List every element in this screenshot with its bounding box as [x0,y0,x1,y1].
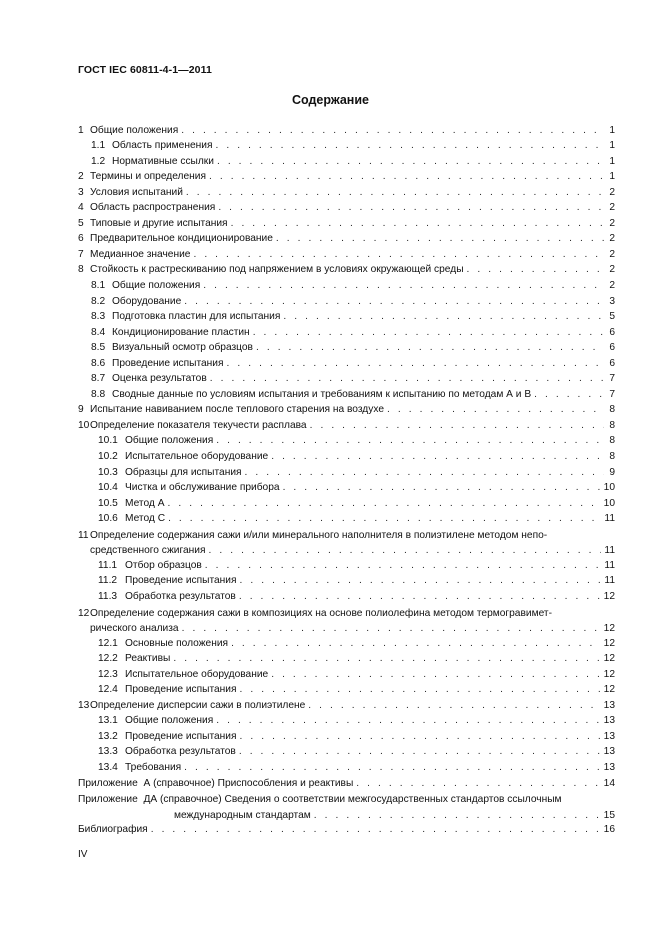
toc-entry-label: Реактивы [125,653,171,665]
toc-entry-number: 12.1 [98,637,118,649]
toc-entry-number: 8.4 [91,326,106,338]
toc-entry-page: 11 [604,575,615,587]
toc-entry[interactable] [78,603,615,634]
toc-entry[interactable] [78,556,615,572]
toc-entry[interactable] [78,276,615,292]
toc-entry-label: Метод А [125,497,165,509]
toc-entry-page: 12 [603,668,615,680]
toc-entry-label: Основные положения [125,637,229,649]
leader-dots [173,653,600,665]
toc-entry[interactable] [78,743,615,759]
toc-entry-label: Условия испытаний [90,186,183,198]
toc-entry-number: 10.3 [98,466,118,478]
toc-entry-number: 8.7 [91,373,106,385]
toc-entry-page: 11 [604,545,615,557]
toc-entry[interactable] [78,339,615,355]
toc-entry-number: 8.6 [91,357,106,369]
toc-entry-label: Обработка результатов [125,590,236,602]
toc-entry-page: 8 [609,419,615,431]
toc-entry-label: Предварительное кондиционирование [90,233,273,245]
toc-entry-label: Испытание навиванием после теплового старения на воздухе [90,404,384,416]
leader-dots [283,482,601,494]
toc-entry-label: Оборудование [112,295,182,307]
toc-entry-number: 1 [78,124,84,136]
toc-entry-number: 8.1 [91,280,106,292]
toc-entry-label: Обработка результатов [125,746,236,758]
toc-entry-page: 13 [603,730,615,742]
toc-entry[interactable] [78,447,615,463]
toc-entry[interactable] [78,168,615,184]
toc-entry-page: 7 [609,373,615,385]
toc-entry-number: 13 [78,699,90,711]
toc-entry[interactable] [78,261,615,277]
toc-entry-number: 3 [78,186,84,198]
page-title: Содержание [291,93,369,107]
leader-dots [193,249,604,261]
toc-entry-appendix-a[interactable] [78,774,615,790]
toc-entry-number: 1.1 [91,140,106,152]
toc-entry-bibliography[interactable] [78,821,615,837]
leader-dots [253,327,604,339]
toc-entry-label: Метод С [125,513,166,525]
toc-entry-label: Подготовка пластин для испытания [112,311,281,323]
toc-entry[interactable] [78,370,615,386]
toc-entry[interactable] [78,121,615,137]
toc-entry-page: 2 [609,264,615,276]
toc-entry-number: 6 [78,233,84,245]
leader-dots [218,202,604,214]
toc-entry-label: Оценка результатов [112,373,207,385]
toc-entry-number: 10.6 [98,513,118,525]
toc-entry[interactable] [78,650,615,666]
leader-dots [215,140,604,152]
toc-entry-page: 2 [609,248,615,260]
toc-entry-page: 1 [609,171,615,183]
toc-entry[interactable] [78,572,615,588]
leader-dots [216,715,600,727]
toc-entry-number: 12 [78,607,90,619]
toc-entry-label: Стойкость к растрескиванию под напряжением в условиях окружающей среды [90,264,464,276]
document-code-header: ГОСТ IEC 60811-4-1—2011 [78,64,212,76]
toc-entry-label: Нормативные ссылки [112,155,214,167]
leader-dots [271,451,604,463]
toc-entry-label: Чистка и обслуживание прибора [125,482,280,494]
toc-entry-number: 7 [78,248,84,260]
toc-entry-number: 11.3 [98,590,118,602]
toc-entry-page: 1 [609,124,615,136]
toc-entry-page: 14 [603,777,615,789]
toc-entry-number: 11.2 [98,575,118,587]
toc-entry-label: Проведение испытания [125,575,237,587]
leader-dots [168,498,601,510]
toc-entry[interactable] [78,634,615,650]
leader-dots [182,623,601,634]
table-of-contents [78,121,615,836]
toc-entry-number: 8.3 [91,311,106,323]
toc-entry[interactable] [78,199,615,215]
toc-entry-number: 4 [78,202,84,214]
toc-entry-label: Испытательное оборудование [125,451,269,463]
toc-entry-label: Приложение А (справочное) Приспособления и реактивы [78,777,354,789]
toc-entry-label: Общие положения [112,280,201,292]
toc-entry-number: 9 [78,404,84,416]
toc-entry[interactable] [78,230,615,246]
page-number-footer: IV [78,849,88,860]
toc-entry[interactable] [78,525,615,556]
toc-entry-label: Область распространения [90,202,216,214]
leader-dots [283,311,604,323]
leader-dots [308,700,600,712]
toc-entry-label-continuation: средственного сжигания [90,545,206,557]
toc-entry-page: 5 [609,311,615,323]
leader-dots [184,296,604,308]
toc-entry-label: Определение дисперсии сажи в полиэтилене [90,699,306,711]
leader-dots [216,435,604,447]
toc-entry[interactable] [78,587,615,603]
toc-entry[interactable] [78,245,615,261]
toc-entry-label: Общие положения [90,124,179,136]
leader-dots [271,669,600,681]
toc-entry-number: 13.2 [98,730,118,742]
leader-dots [240,684,601,696]
toc-entry[interactable] [78,152,615,168]
toc-entry-label: Библиография [78,824,148,836]
leader-dots [240,575,602,587]
leader-dots [239,591,601,603]
leader-dots [239,746,601,758]
toc-entry[interactable] [78,354,615,370]
toc-entry-page: 1 [609,155,615,167]
toc-entry-number: 10.4 [98,482,118,494]
toc-entry-number: 8.8 [91,388,106,400]
toc-entry-number: 10 [78,419,90,431]
toc-entry[interactable] [78,292,615,308]
toc-entry-number: 11.1 [98,559,118,571]
toc-entry-page: 12 [603,637,615,649]
leader-dots [231,218,604,230]
toc-entry[interactable] [78,137,615,153]
toc-entry-page: 6 [609,357,615,369]
toc-entry-page: 8 [609,404,615,416]
toc-entry[interactable] [78,696,615,712]
toc-entry-label: Общие положения [125,435,214,447]
toc-entry[interactable] [78,463,615,479]
toc-entry-page: 6 [609,342,615,354]
toc-entry-number: 10.5 [98,497,118,509]
toc-entry-page: 13 [603,715,615,727]
leader-dots [151,824,601,836]
toc-entry-number: 8 [78,264,84,276]
toc-entry[interactable] [78,681,615,697]
toc-entry[interactable] [78,510,615,526]
toc-entry[interactable] [78,727,615,743]
toc-entry-page: 16 [603,824,615,836]
toc-entry-page: 12 [603,623,615,635]
leader-dots [310,420,604,432]
leader-dots [356,778,600,790]
toc-entry-number: 13.1 [98,715,118,727]
toc-entry-number: 10.1 [98,435,118,447]
toc-entry[interactable] [78,758,615,774]
leader-dots [534,389,604,401]
toc-entry-page: 1 [609,140,615,152]
toc-entry-label: Требования [125,761,182,773]
toc-entry-page: 12 [603,590,615,602]
toc-entry-page: 2 [609,280,615,292]
leader-dots [240,731,601,743]
toc-entry-label: Отбор образцов [125,559,202,571]
leader-dots [186,187,604,199]
leader-dots [210,373,604,385]
toc-entry-label: Термины и определения [90,171,206,183]
toc-entry-number: 13.4 [98,761,118,773]
toc-entry-page: 2 [609,233,615,245]
toc-entry-number: 8.2 [91,295,106,307]
toc-entry[interactable] [78,665,615,681]
toc-entry-page: 8 [609,451,615,463]
leader-dots [184,762,600,774]
leader-dots [203,280,604,292]
toc-entry-number: 1.2 [91,155,106,167]
toc-entry[interactable] [78,323,615,339]
toc-entry-number: 13.3 [98,746,118,758]
leader-dots [256,342,604,354]
toc-entry-number: 2 [78,171,84,183]
toc-entry-label-continuation: рического анализа [90,623,179,635]
toc-entry-page: 10 [603,482,615,494]
toc-entry[interactable] [78,479,615,495]
toc-entry-page: 13 [603,699,615,711]
toc-entry-page: 2 [609,217,615,229]
toc-entry-number: 12.2 [98,653,118,665]
toc-entry[interactable] [78,214,615,230]
toc-entry-page: 15 [603,809,615,821]
toc-entry-page: 11 [604,513,615,525]
toc-entry-page: 8 [609,435,615,447]
toc-entry-label: Общие положения [125,715,214,727]
toc-entry-number: 8.5 [91,342,106,354]
toc-entry-label: Медианное значение [90,248,191,260]
toc-entry-label: Типовые и другие испытания [90,217,228,229]
toc-entry-page: 3 [609,295,615,307]
toc-entry-page: 9 [609,466,615,478]
toc-entry-label: Проведение испытания [125,684,237,696]
toc-entry[interactable] [78,432,615,448]
leader-dots [181,125,604,137]
leader-dots [467,264,604,276]
toc-entry-label-continuation: международным стандартам [174,809,311,821]
toc-entry-number: 12.3 [98,668,118,680]
toc-entry-label: Кондиционирование пластин [112,326,250,338]
leader-dots [205,560,602,572]
toc-entry-number: 5 [78,217,84,229]
toc-entry[interactable] [78,401,615,417]
toc-entry[interactable] [78,308,615,324]
toc-entry-label: Определение содержания сажи и/или минерального наполнителя в полиэтилене методом непо- [90,529,548,541]
leader-dots [168,513,601,525]
toc-entry-label: Определение содержания сажи в композициях на основе полиолефина методом термогравимет- [90,607,552,619]
toc-entry-number: 11 [78,529,89,541]
leader-dots [387,404,604,416]
toc-entry-page: 2 [609,202,615,214]
leader-dots [276,233,604,245]
toc-entry-label: Определение показателя текучести расплава [90,419,307,431]
leader-dots [314,810,601,821]
toc-entry-label: Приложение ДА (справочное) Сведения о соответствии межгосударственных стандартов ссылочным [78,794,562,806]
toc-entry-page: 12 [603,684,615,696]
toc-entry-page: 12 [603,653,615,665]
leader-dots [209,171,604,183]
toc-entry[interactable] [78,183,615,199]
toc-entry[interactable] [78,385,615,401]
toc-entry-page: 7 [609,388,615,400]
toc-entry-label: Проведение испытания [112,357,224,369]
toc-entry-page: 10 [603,497,615,509]
toc-entry-page: 6 [609,326,615,338]
toc-entry-page: 2 [609,186,615,198]
toc-entry-label: Сводные данные по условиям испытания и требованиям к испытанию по методам А и В [112,388,532,400]
toc-entry[interactable] [78,416,615,432]
toc-entry-page: 11 [604,559,615,571]
toc-entry[interactable] [78,494,615,510]
toc-entry-number: 12.4 [98,684,118,696]
toc-entry-label: Образцы для испытания [125,466,242,478]
toc-entry-page: 13 [603,746,615,758]
toc-entry-label: Проведение испытания [125,730,237,742]
toc-entry-label: Область применения [112,140,213,152]
leader-dots [217,156,604,168]
toc-entry[interactable] [78,712,615,728]
leader-dots [245,467,604,479]
toc-entry-label: Визуальный осмотр образцов [112,342,253,354]
toc-entry-number: 10.2 [98,451,118,463]
toc-entry-label: Испытательное оборудование [125,668,269,680]
toc-entry-appendix-da[interactable] [78,790,615,821]
leader-dots [231,638,601,650]
toc-entry-page: 13 [603,761,615,773]
leader-dots [208,545,601,556]
leader-dots [227,358,605,370]
